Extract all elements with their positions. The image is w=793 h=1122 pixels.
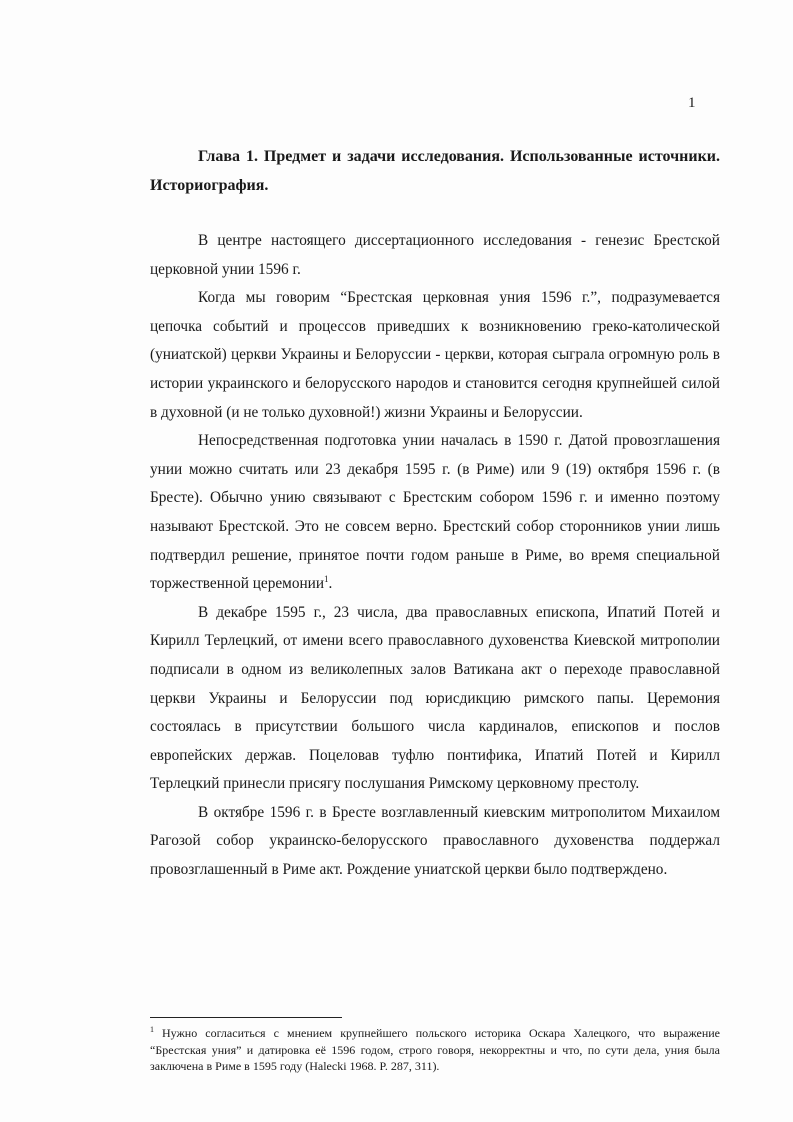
footnote-text: Нужно согласиться с мнением крупнейшего польского историка Оскара Халецкого, что выражение “Брестская уния” и датировка её 1596 годом, строго говоря, некорректны и что, по сути дела, уния была заключена в Риме в 1595 году (Halecki 1968. P. 287, 311). — [150, 1026, 720, 1073]
paragraph-4: В декабре 1595 г., 23 числа, два православных епископа, Ипатий Потей и Кирилл Терлецкий, от имени всего православного духовенства Киевской митрополии подписали в одном из великолепных залов Ватикана акт о переходе православной церкви Украины и Белоруссии под юрисдикцию римского папы. Церемония состоялась в присутствии большого числа кардиналов, епископов и послов европейских держав. Поцеловав туфлю понтифика, Ипатий Потей и Кирилл Терлецкий принесли присягу послушания Римскому церковному престолу. — [150, 603, 720, 793]
footnote-divider — [150, 1017, 342, 1018]
footnote-marker: 1 — [150, 1025, 154, 1034]
page-number: 1 — [688, 95, 696, 111]
chapter-title: Глава 1. Предмет и задачи исследования. Использованные источники. Историография. — [150, 148, 720, 194]
footnote-reference[interactable]: 1 — [324, 574, 329, 585]
paragraph-2: Когда мы говорим “Брестская церковная уния 1596 г.”, подразумевается цепочка событий и процессов приведших к возникновению греко-католической (униатской) церкви Украины и Белоруссии - церкви, которая сыграла огромную роль в истории украинского и белорусского народов и становится сегодня крупнейшей силой в духовной (и не только духовной!) жизни Украины и Белоруссии. — [150, 289, 720, 421]
paragraph-1: В центре настоящего диссертационного исследования - генезис Брестской церковной унии 1596 г. — [150, 232, 720, 278]
paragraph-3 — [150, 427, 720, 599]
paragraph-5: В октябре 1596 г. в Бресте возглавленный киевским митрополитом Михаилом Рагозой собор украинско-белорусского православного духовенства поддержал провозглашенный в Риме акт. Рождение униатской церкви было подтверждено. — [150, 803, 720, 879]
footnote — [150, 1022, 720, 1075]
body-text — [150, 227, 720, 885]
paragraph-3-end: . — [328, 575, 333, 593]
paragraph-3-text: Непосредственная подготовка унии началась в 1590 г. Датой провозглашения унии можно считать или 23 декабря 1595 г. (в Риме) или 9 (19) октября 1596 г. (в Бресте). Обычно унию связывают с Брестским собором 1596 г. и именно поэтому называют Брестской. Это не совсем верно. Брестский собор сторонников унии лишь подтвердил решение, принятое почти годом раньше в Риме, во время специальной торжественной церемонии — [150, 432, 720, 593]
